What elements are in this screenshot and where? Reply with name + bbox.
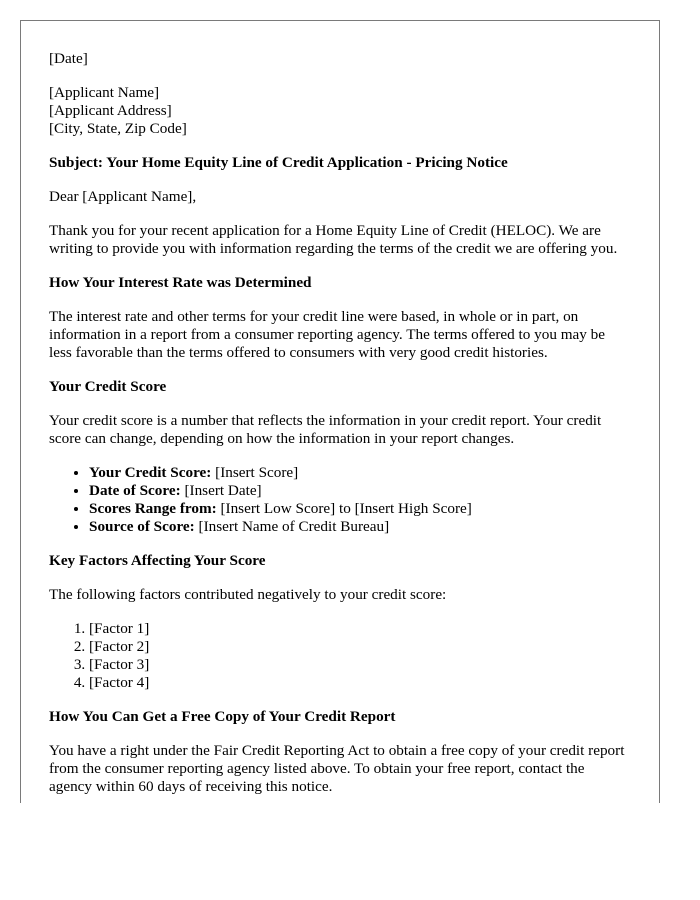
list-item-date [89, 482, 631, 500]
applicant-city: [City, State, Zip Code] [49, 120, 187, 137]
source-value: [Insert Name of Credit Bureau] [194, 518, 390, 535]
section-heading-factors: Key Factors Affecting Your Score [49, 552, 266, 569]
applicant-address-block [49, 84, 631, 138]
factor-item-2: 2. [Factor 2] [89, 638, 631, 656]
factor-item-1: 1. [Factor 1] [89, 620, 631, 638]
section-heading-rate: How Your Interest Rate was Determined [49, 274, 312, 291]
score-value: [Insert Score] [211, 464, 299, 481]
date-label: Date of Score: [89, 482, 181, 499]
range-label: Scores Range from: [89, 500, 217, 517]
section-heading-score: Your Credit Score [49, 378, 167, 395]
credit-score-list [49, 464, 631, 536]
letter-content [21, 21, 659, 796]
letter-date: [Date] [49, 50, 88, 67]
range-value: [Insert Low Score] to [Insert High Score] [216, 500, 472, 517]
letter-subject: Subject: Your Home Equity Line of Credit Application - Pricing Notice [49, 154, 508, 171]
factor-item-4: 4. [Factor 4] [89, 674, 631, 692]
section-body-score: Your credit score is a number that reflects the information in your credit report. Your credit score can change, depending on how the information in your report changes. [49, 412, 602, 447]
factors-list [49, 620, 631, 692]
date-value: [Insert Date] [180, 482, 262, 499]
letter-salutation: Dear [Applicant Name], [49, 188, 197, 205]
section-body-free-copy: You have a right under the Fair Credit Reporting Act to obtain a free copy of your credit report from the consumer reporting agency listed above. To obtain your free report, contact the agency within 60 days of receiving this notice. [49, 742, 625, 795]
section-heading-free-copy: How You Can Get a Free Copy of Your Credit Report [49, 708, 396, 725]
factor-item-3: 3. [Factor 3] [89, 656, 631, 674]
applicant-name: [Applicant Name] [49, 84, 160, 101]
list-item-score [89, 464, 631, 482]
list-item-range [89, 500, 631, 518]
source-label: Source of Score: [89, 518, 195, 535]
section-body-factors: The following factors contributed negatively to your credit score: [49, 586, 447, 603]
letter-page [20, 20, 660, 803]
letter-intro: Thank you for your recent application for a Home Equity Line of Credit (HELOC). We are writing to provide you with information regarding the terms of the credit we are offering you. [49, 222, 618, 257]
score-label: Your Credit Score: [89, 464, 212, 481]
section-body-rate: The interest rate and other terms for your credit line were based, in whole or in part, on information in a report from a consumer reporting agency. The terms offered to you may be less favorable than the terms offered to consumers with very good credit histories. [49, 308, 605, 361]
applicant-street: [Applicant Address] [49, 102, 172, 119]
list-item-source [89, 518, 631, 536]
